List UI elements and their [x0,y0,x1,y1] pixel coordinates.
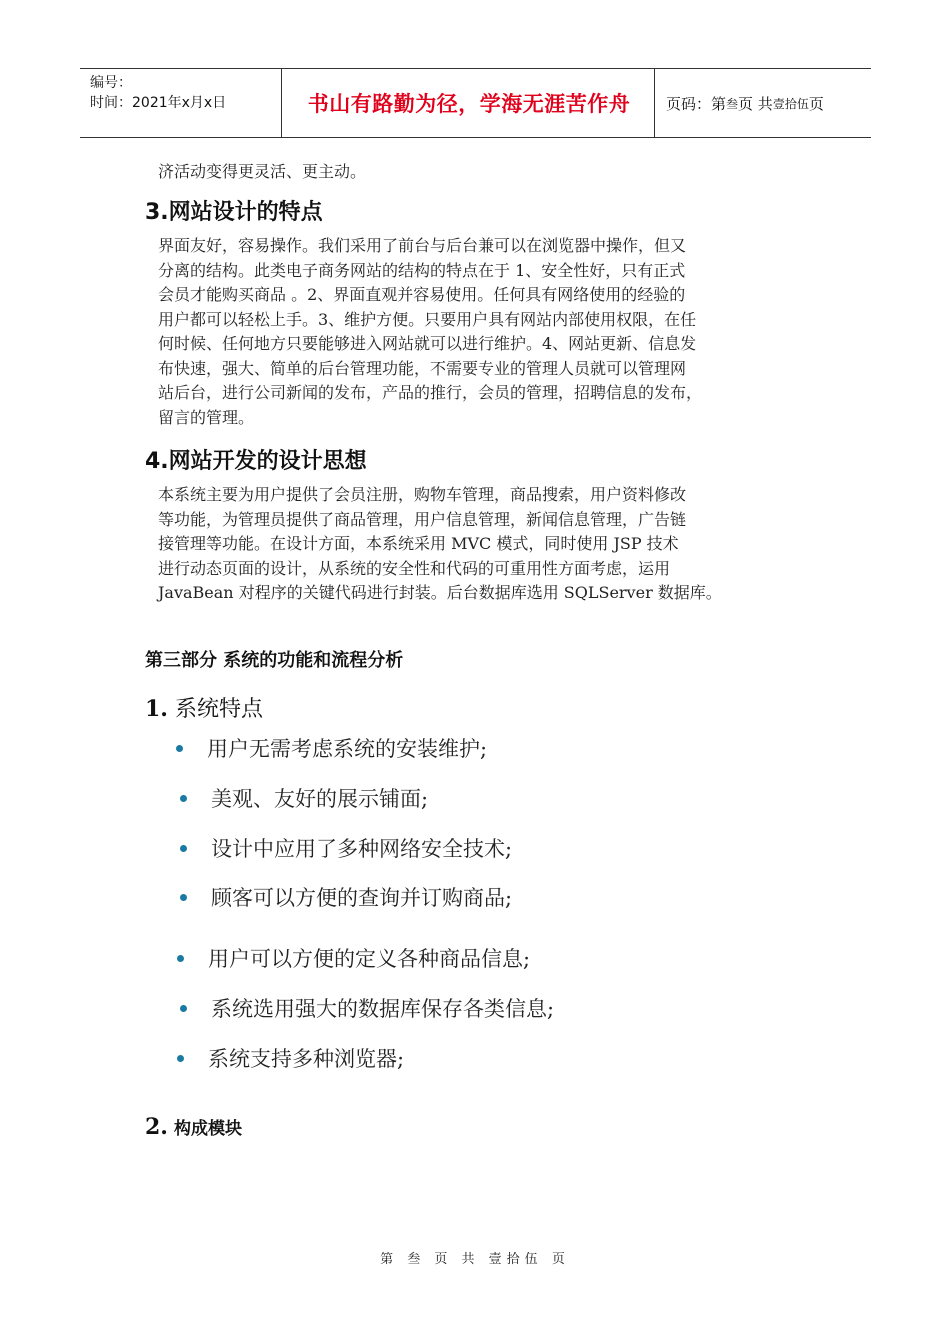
section3-paragraph [158,234,702,430]
page-footer: 第 叁 页 共 壹拾伍 页 [380,1252,570,1267]
paragraph-line: 进行动态页面的设计，从系统的安全性和代码的可重用性方面考虑，运用 [158,558,671,578]
list-item-text: 用户可以方便的定义各种商品信息; [208,947,531,971]
paragraph-line: 用户都可以轻松上手。3、维护方便。只要用户具有网站内部使用权限，在任 [158,309,697,329]
paragraph-line: 布快速，强大、简单的后台管理功能，不需要专业的管理人员就可以管理网 [158,358,687,378]
modules-heading [145,1114,242,1140]
header-divider [654,69,655,137]
page-header [80,68,871,138]
features-title: 系统特点 [174,697,263,722]
list-item-text: 用户无需考虑系统的安装维护; [207,737,488,761]
paragraph-line: 等功能，为管理员提供了商品管理，用户信息管理，新闻信息管理，广告链 [158,509,687,529]
header-divider [281,69,282,137]
paragraph-line: 本系统主要为用户提供了会员注册，购物车管理，商品搜索，用户资料修改 [158,485,687,504]
list-item [177,1043,404,1073]
list-item [180,993,554,1023]
bullet-icon [180,795,187,802]
list-item-text: 美观、友好的展示铺面; [211,787,429,811]
header-meta [90,73,226,113]
list-item [180,833,512,863]
list-item [176,733,487,763]
bullet-icon [180,845,187,852]
list-item-text: 顾客可以方便的查询并订购商品; [211,886,513,910]
features-number: 1. [145,696,168,722]
list-item-text: 系统选用强大的数据库保存各类信息; [211,997,555,1021]
section-heading: 3.网站设计的特点 [145,200,323,225]
modules-number: 2. [145,1114,168,1140]
list-item-text: 系统支持多种浏览器; [208,1047,405,1071]
page-total: 壹拾伍 [772,96,809,111]
header-page-number [666,69,824,137]
list-item-text: 设计中应用了多种网络安全技术; [211,837,513,861]
list-item [180,882,512,912]
section4-paragraph [158,483,722,606]
document-date: 时间：2021年x月x日 [90,95,227,111]
modules-title: 构成模块 [173,1119,242,1139]
bullet-icon [177,955,184,962]
page-current: 叁 [726,96,739,111]
paragraph-line: 站后台，进行公司新闻的发布，产品的推行，会员的管理，招聘信息的发布， [158,383,703,402]
document-code-label: 编号： [90,75,132,91]
paragraph-line: 会员才能购买商品 。2、界面直观并容易使用。任何具有网络使用的经验的 [158,285,686,304]
page-prefix: 页码：第 [666,94,727,113]
bullet-icon [177,1055,184,1062]
paragraph-line: 何时候、任何地方只要能够进入网站就可以进行维护。4、网站更新、信息发 [158,334,697,353]
bullet-icon [176,745,183,752]
paragraph-line: 分离的结构。此类电子商务网站的结构的特点在于 1、安全性好，只有正式 [158,260,686,280]
section-heading: 4.网站开发的设计思想 [145,449,367,474]
list-item [177,943,530,973]
features-heading [145,692,263,723]
bullet-icon [180,894,187,901]
bullet-icon [180,1005,187,1012]
intro-tail-text: 济活动变得更灵活、更主动。 [158,162,367,181]
page-middle: 页 共 [738,94,773,113]
paragraph-line: 界面友好，容易操作。我们采用了前台与后台兼可以在浏览器中操作，但又 [158,236,687,255]
paragraph-line: 接管理等功能。在设计方面，本系统采用 MVC 模式，同时使用 JSP 技术 [158,534,679,553]
page-suffix: 页 [808,94,824,113]
list-item [180,783,428,813]
paragraph-line: JavaBean 对程序的关键代码进行封装。后台数据库选用 SQLServer 数据库。 [158,583,722,602]
header-motto: 书山有路勤为径，学海无涯苦作舟 [307,92,631,116]
part-heading: 第三部分 系统的功能和流程分析 [145,650,404,671]
paragraph-line: 留言的管理。 [158,407,255,427]
